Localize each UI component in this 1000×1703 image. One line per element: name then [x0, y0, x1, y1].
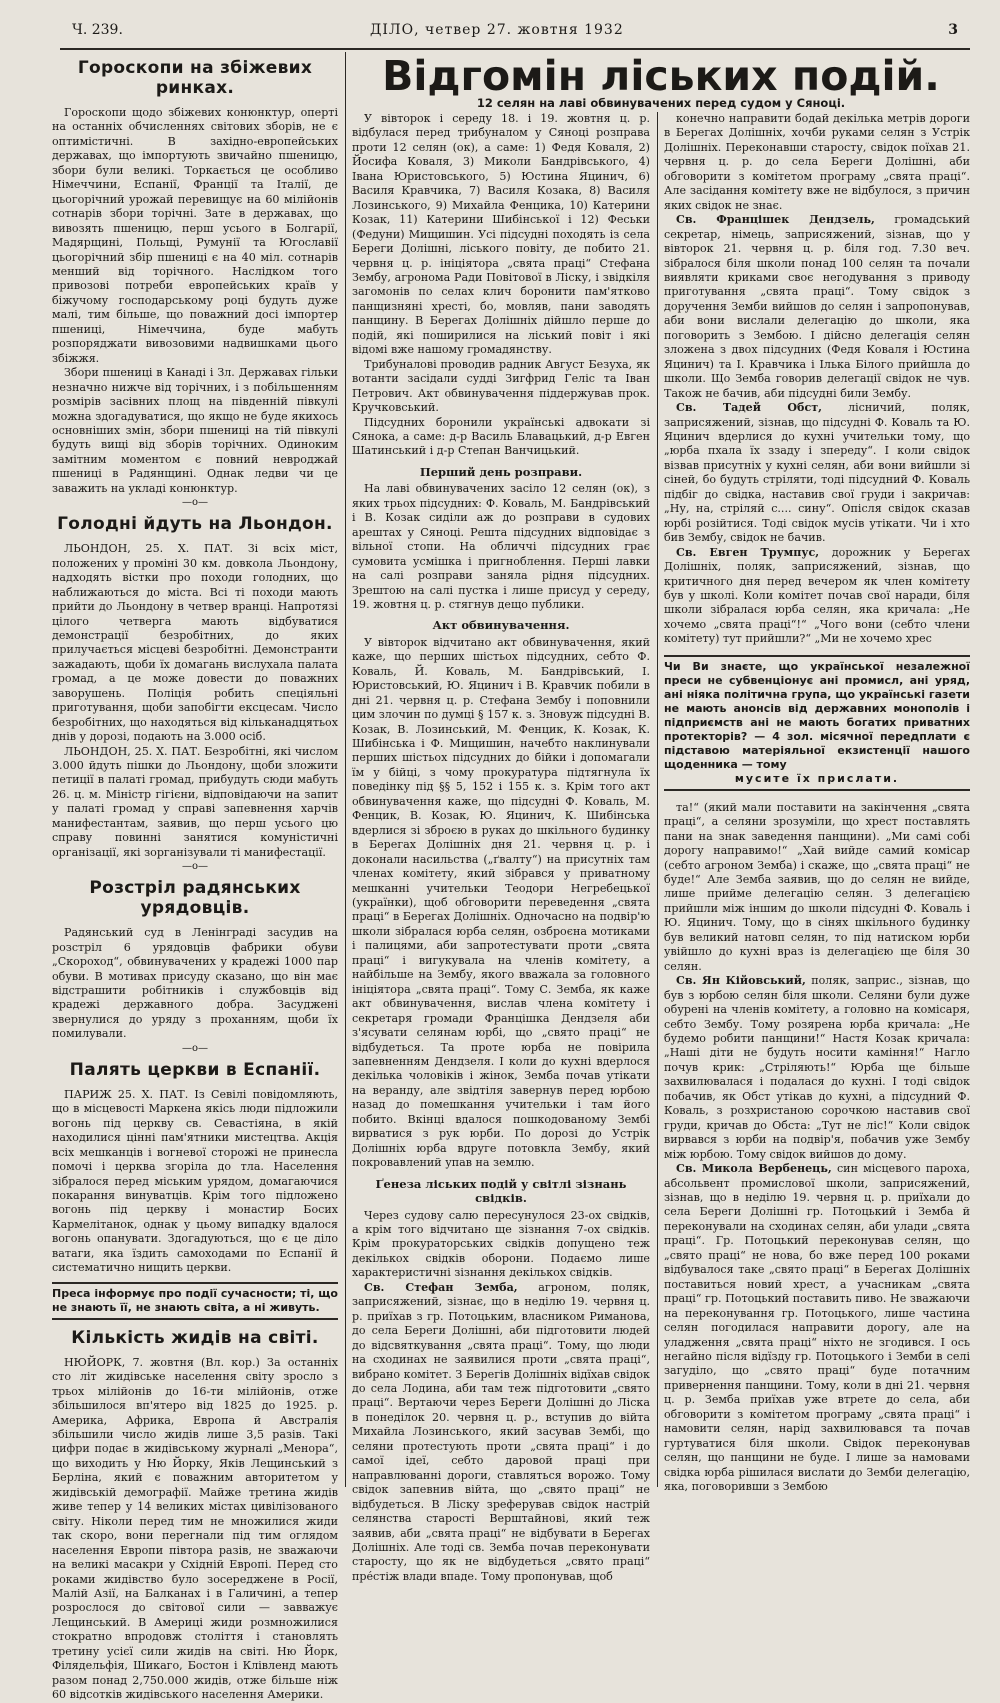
section-heading: Ґенеза ліських подій у світлі зізнань свідків.: [375, 1176, 627, 1206]
witness-name: Св. Стефан Земба,: [364, 1280, 518, 1294]
separator: —o—: [181, 1042, 209, 1054]
main-subtitle: 12 селян на лаві обвинувачених перед судом у Сяноці.: [476, 96, 846, 110]
article-paragraph: конечно направити бодай декілька метрів дороги в Берегах Долішніх, хочби руками селян з Устрік Долішніх. Переконавши старосту, свідок поїхав 21. червня ц. р. до села Береги Долішні, аби обговорити з комітетом програму „свята праці“. Але засідання комітету вже не відбулося, з причин яких свідок не знає.: [664, 112, 970, 212]
article-paragraph: Через судову салю пересунулося 23-ох свідків, а крім того відчитано ще зізнання 7-ох свідків. Крім прокураторських свідків допущено теж декількох свідків оборони. Подаємо лише характеристичні зізнання декількох свідків.: [352, 1208, 650, 1280]
article-paragraph: ЛЬОНДОН, 25. Х. ПАТ. Зі всіх міст, положених у проміні 30 км. довкола Льондону, надходять вістки про походи голодних, що наближаються до міста. Всі ті походи мають прийти до Льондону в четвер вранці. Напротязі цілого четверга мають відбуватися демонстрації безробітних, до яких прилучається місцеві безробітні. Демонстранти зажадають, щоби їх домагань вислухала палата громад, а це може довести до поважних заворушень. Поліція робить спеціяльні приготування, щоби запобігти ексцесам. Число безробітних, що находяться від кільканадцятьох днів у дорозі, подають на 3.000 осіб.: [52, 542, 338, 744]
article-title-hunger-march: Голодні йдуть на Льондон.: [57, 514, 333, 535]
witness-paragraph: Св. Стефан Земба, агроном, поляк, заприсяжений, зізнає, що в неділю 19. червня ц. р. приїхав з гр. Потоцьким, власником Риманова, до села Береги Долішні, аби підготовити людей до відсвяткування „свята праці“. Тому, що люди на сходинах не заявилися проти „свята праці“, вибрано комітет. З Берегів Долішніх відїхав свідок до села Лодина, аби там теж підготовити „свято праці“. Вертаючи через Береги Долішні до Ліска в понеділок 20. червня ц. р., вступив до війта Михайла Лозинського, який засував Зембі, що селяни протестують проти „свята праці“ і до самої ідеї, себто даровой праці при направлюванні дороги, ставляться ворожо. Тому свідок запевнив війта, що „свято праці“ не відбудеться. В Ліску зреферував свідок настрій селянства старості Верштайновi, який теж заявив, аби „свята праці“ не відбувати в Берегах Долішніх. Але тоді св. Земба почав переконувати старосту, що як не відбудеться „свято праці“ пре́стіж влади впаде. Тому пропонував, щоб: [352, 1280, 650, 1583]
witness-name: Св. Евген Трумпус,: [676, 545, 820, 559]
section-heading: Перший день розправи.: [419, 464, 583, 479]
article-paragraph: ПАРИЖ 25. Х. ПАТ. Із Севілі повідомляють, що в місцевості Маркена якісь люди підложили вогонь під церкву св. Севастіяна, в якій находилися цінні пам'ятники мистецтва. Акція всіх мешканців і вогневої сторожі не принесла помочі і церква згоріла до тла. Населення зібралося перед міським урядом, домагаючися покарання винуватців. Крім того підложено вогонь під церкву і монастир Босих Кармелітанок, однак у цьому випадку вдалося вогонь опанувати. Здогадуються, що є це діло ватаги, яка їздить самоходами по Еспанії й систематично нищить церкви.: [52, 1087, 338, 1275]
article-paragraph: Підсудних боронили українські адвокати зі Сянока, а саме: д-р Василь Блавацький, д-р Евген Шатинський і д-р Степан Ванчицький.: [352, 415, 650, 458]
subscription-appeal-tail: мусите їх прислати.: [734, 771, 900, 785]
separator: —o—: [181, 497, 209, 509]
witness-name: Св. Микола Вербенець,: [676, 1162, 832, 1176]
witness-paragraph: Св. Францішек Дендзель, громадський секретар, німець, заприсяжений, зізнав, що у вівторок 21. червня ц. р. біля год. 7.30 веч. зібралося біля школи понад 100 селян та почали виявляти криками своє негодування з приводу приготування „свята праці“. Тому свідок з доручення Земби вийшов до селян і запропонував, аби вони вислали делегацію до школи, яка поговорить з Зембою. І дійсно делегація селян зложена з двох підсудних (Федя Коваля і Юстина Яцинич) та І. Кравчика і Ілька Білого прийшла до школи. Що Земба говорив делегації свідок не чув. Також не бачив, аби підсудні били Зембу.: [664, 213, 971, 400]
column-3: [664, 112, 971, 1494]
section-heading: Акт обвинувачення.: [432, 618, 570, 633]
press-notice-box: Преса інформує про події сучасности; ті, що не знають її, не знають світа, а ні живуть.: [52, 1282, 338, 1320]
issue-number: Ч. 239.: [72, 22, 123, 38]
article-paragraph: На лаві обвинувачених засіло 12 селян (ок), з яких трьох підсудних: Ф. Коваль, М. Бандрівський і В. Козак сиділи аж до розправи в судових арештах у Сяноці. Решта підсудних відповідає з вільної стопи. На обличчі підсудних грає сумовита усмішка і пригноблення. Перші лавки на салі розправи заняла рідня підсудних. Зрештою на салі пустка і лише присуд у середу, 19. жовтня ц. р. стягнув дещо публики.: [352, 482, 650, 611]
page-number: 3: [948, 22, 958, 38]
column-rule-2: [657, 112, 658, 1487]
witness-name: Св. Ян Кійовський,: [676, 974, 806, 988]
witness-paragraph: Св. Ян Кійовський, поляк, заприс., зізнав, що був з юрбою селян біля школи. Селяни були дуже обурені на членів комітету, а головно на комісаря, себто Зембу. Тому розярена юрба кричала: „Не будемо робити панщини!“ Настя Козак кричала: „Наші діти не будуть носити каміння!“ Нагло почув крик: „Стріляють!“ Юрба ще більше захвилювалася і подалася до кухні. І тоді свідок побачив, як Обст утікав до кухні, а підсудний Ф. Коваль, з розхристаною сорочкою наставив свої груди, кричав до Обста: „Тут не ліс!“ Коли свідок вирвався з юрби на подвір'я, побачив уже Зембу між юрбою. Тому свідок вийшов до дому.: [664, 974, 970, 1161]
article-paragraph: У вівторок відчитано акт обвинувачення, який каже, що перших шістьох підсудних, себто Ф. Коваль, Й. Коваль, М. Бандрівський, І. Юристовський, Ю. Яцинич і В. Кравчик побили в дні 21. червня ц. р. Стефана Зембу і поповнили цим злочин по думці § 157 к. з. Зновуж підсудні В. Козак, В. Лозинський, М. Фенцик, К. Козак, К. Шибінська і Ф. Мищишин, начебто наклинували перших шістьох підсудних до бійки і допомагали їм у бійці, з чому прокуратура підтягнула їх поведінку під §§ 5, 152 і 155 к. з. Крім того акт обвинувачення каже, що підсудні Ф. Коваль, М. Фенцик, В. Козак, Ю. Яцинич, К. Шибінська вдерлися зі зброєю в руках до шкільного будинку в Берегах Долішніх дня 21. червня ц. р. і доконали насильства („ґвалту“) на присутніх там членах комітету, який зібрався у приватному мешканні учительки Теодори Негребецької (українки), щоб обговорити переведення „свята праці“ в Берегах Долішніх. Одночасно на подвір'ю школи зібралася юрба селян, озброєна мотиками і палицями, аби запротестувати проти „свята праці“ і вигукувала на членів комітету, а найбільше на Зембу, якого вважала за головного ініціятора „свята праці“. Тому С. Земба, як каже акт обвинувачення, вислав члена комітету і секретаря громади Францішка Дендзеля аби з'ясувати селянам юрбі, що „свято праці“ не відбудеться. Та проте юрба не повірила запевненням Дендзеля. І коли до кухні вдерлося декілька чоловіків і жінок, Земба почав утікати на веранду, але звідтіля завернув перед юрбою назад до помешкання учительки і там його побито. Вкінці вдалося пошкодованому Зембі вирватися з рук юрби. По дорозі до Устрік Долішніх юрба вдруге потовкла Зембу, який покровавлений упав на землю.: [352, 635, 651, 1170]
separator: —o—: [181, 861, 209, 873]
column-1: [52, 52, 338, 1702]
article-paragraph: Збори пшениці в Канаді і Зл. Державах гільки незначно нижче від торічних, і з побільшенням розмірів засівних площ на південній півкулі можна здогадуватися, що якщо не буде якихось основніших змін, збори пшениці на тій півкулі будуть вищі від зборів торічних. Одиноким замітним моментом є повний невроджай пшениці в Радянщині. Однак ледви чи це заважить на укладі конюнктур.: [52, 366, 338, 495]
article-title-execution: Розстріл радянських урядовців.: [89, 878, 301, 919]
main-headline: Відгомін ліських подій.: [382, 52, 940, 100]
article-paragraph: У вівторок і середу 18. і 19. жовтня ц. р. відбулася перед трибуналом у Сяноці розправа проти 12 селян (ок), а саме: 1) Федя Коваля, 2) Йосифа Коваля, 3) Миколи Бандрівського, 4) Івана Юристовського, 5) Юстина Яцинич, 6) Василя Кравчика, 7) Василя Козака, 8) Василя Лозинського, 9) Михайла Фенцика, 10) Катерини Козак, 11) Катерини Шибінської і 12) Феськи (Федуни) Мищишин. Усі підсудні походять із села Береги Долішні, ліського повіту, де побито 21. червня ц. р. ініціятора „свята праці“ Стефана Зембу, агронома Ради Повітової в Ліску, і звідкіля загомонів по селах клич боронити пам'ятково панщизняні хресті, бо, мовляв, пани заводять панщину. В Берегах Долішніх дійшло перше до подій, які поширилися на ліський повіт і які відомі вже нашому громадянству.: [352, 112, 650, 357]
masthead: [60, 18, 970, 50]
column-rule-1: [345, 52, 346, 1487]
article-paragraph: НЮЙОРК, 7. жовтня (Вл. кор.) За останніх сто літ жидівське населення світу зросло з трьох мілійонів до 16-ти мілійонів, отже збільшилося вп'ятеро від 1825 до 1925. р. Америка, Африка, Европа й Австралія збільшили число жидів лише 3,5 разів. Такі цифри подає в жидівському журналі „Менора“, що виходить у Ню Йорку, Яків Лещинський з Берліна, який є поважним авторитетом у жидівській демографії. Майже третина жидів живе тепер у 14 великих містах цивілізованого світу. Ніколи перед тим не множилися жиди так скоро, вони перегнали під тим оглядом населення Европи півтора разів, не зважаючи на великі масакри у Східній Европі. Перед сто роками жидівство було зосереджене в Росії, Малій Азії, на Балканах і в Галичині, а тепер розрослося до світової сили — завважує Лещинський. В Америці жиди розмножилися стократно впродовж століття і становлять третину усієї сили жидів на світі. Ню Йорк, Філядельфія, Шикаго, Бостон і Клівленд мають разом понад 2,750.000 жидів, отже більше ніж 60 відсотків жидівського населення Америки.: [52, 1355, 338, 1702]
witness-paragraph: Св. Евген Трумпус, дорожник у Берегах Долішніх, поляк, заприсяжений, зізнав, що критичного дня перед вечером як член комітету був у школі. Коли комітет почав свої наради, біля школи зібралася юрба селян, яка кричала: „Не хочемо „свята праці“!“ „Чого вони (себто члени комітету) тут прийшли?“ „Ми не хочемо хрес: [664, 545, 970, 646]
article-title-churches-spain: Палять церкви в Еспанії.: [69, 1059, 321, 1080]
article-paragraph: Радянський суд в Ленінграді засудив на розстріл 6 урядовців фабрики обуви „Скороход“, обвинувачених у крадежі 1000 пар обуви. В мотивах присуду сказано, що він має відстрашити робітників і службовців від крадежі державного добра. Засуджені звернулися до уряду з проханням, щоби їх помилували.: [52, 926, 338, 1041]
column-2: [352, 112, 651, 1583]
witness-name: Св. Тадей Обст,: [676, 401, 822, 415]
article-paragraph: Трибуналові проводив радник Август Безуха, як вотанти засідали судді Зигфрид Геліс та Іван Петрович. Акт обвинувачення піддержував прок. Кручковський.: [352, 357, 650, 415]
masthead-title: ДІЛО, четвер 27. жовтня 1932: [370, 22, 624, 38]
article-paragraph: ЛЬОНДОН, 25. Х. ПАТ. Безробітні, які числом 3.000 йдуть пішки до Льондону, щоби зложити петиції в палаті громад, прибудуть сюди мабуть 26. ц. м. Міністр гігієни, відповідаючи на запит у палаті громад у справі запевнення харчів манифестантам, заявив, що перш усього цю справу повинні занятися комуністичні організації, які зорганізували ті манифестації.: [52, 744, 338, 859]
article-paragraph: та!“ (який мали поставити на закінчення „свята праці“, а селяни зрозуміли, що хрест поставлять пани на знак заведення панщини). „Ми самі собі дорогу направимо!“ „Хай вийде самий комісар (себто агроном Земба) і скаже, що „свята праці“ не буде!“ Але Земба заявив, що до селян не вийде, лише прийме делегацію селян. З делегацією прийшли між іншим до школи підсудні Ф. Коваль і Ю. Яцинич. Тому, що в сінях шкільного будинку був великий натовп селян, то під натиском юрби увійшло до кухні враз із делегацією ще біля 30 селян.: [664, 800, 970, 973]
witness-paragraph: Св. Микола Вербенець, син місцевого пароха, абсольвент промислової школи, заприсяжений, зізнав, що в неділю 19. червня ц. р. приїхали до села Береги Долішні гр. Потоцький і Земба й переконували на сходинах селян, аби улади „свята праці“. Гр. Потоцький переконував селян, що „свято праці“ не нова, бо вже перед 100 роками відбувалося таке „свято праці“ в Берегах Долішніх поставиться новий хрест, а учасникам „свята праці“ гр. Потоцький поставить пиво. Не зважаючи на переконування гр. Потоцького, лише частина селян погодилася направити дорогу, але на уладження „свята праці“ ніхто не згодився. І ось негайно після відїзду гр. Потоцького і Земби в селі загудiло, що „свято праці“ буде потачним привернення панщини. Тому, коли в дні 21. червня ц. р. Земба приїхав уже втрете до села, аби обговорити з комітетом програму „свята праці“ і намовити селян, нарід захвилювався та почав гуртуватися біля школи. Свідок переконував селян, що панщини не буде. І лише за намовами свідка юрба рішилася вислати до Земби делегацію, яка, поговоривши з Зембою: [664, 1162, 971, 1494]
witness-name: Св. Францішек Дендзель,: [676, 213, 875, 227]
article-paragraph: Гороскопи щодо збіжевих конюнктур, оперті на останніх обчисленнях світових зборів, не є оптимістичні. В західно-европейських державах, що імпортують звичайно пшеницю, збори були великі. Торкається це особливо Німеччини, Еспанії, Франції та Італії, де цьогорічний урожай перевищує на 60 мілійонів сотнарів збори торічні. Зате в державах, що вивозять пшеницю, перш усього в Болгарії, Мадярщині, Польщі, Румунії та Югославії цьогорічний збір пшениці є на 40 міл. сотнарів менший від торічного. Наслідком того привозові потреби европейських країв у біжучому господарському році будуть дуже малі, тим більше, що поважний досі імпортер пшениці, Німеччина, буде мабуть розпоряджати вивозовими надвишками цього збіжжя.: [52, 106, 338, 365]
witness-paragraph: Св. Тадей Обст, лісничий, поляк, заприсяжений, зізнав, що підсудні Ф. Коваль та Ю. Яцинич вдерлися до кухні учительки тому, що „юрба пхала їх ззаду і зпереду“. І коли свідок візвав присутніх у кухні селян, аби вони вийшли зі сіней, бо будуть стріляти, тоді підсудний Ф. Коваль підбіг до свідка, наставив свої груди і закричав: „Ну, на, стріляй с.... сину“. Опісля свідок сказав юрбі розійтися. Тоді свідок мусів утікати. Чи і хто бив Зембу, свідок не бачив.: [664, 401, 970, 545]
subscription-appeal-box: Чи Ви знаєте, що української незалежної преси не субвенціонує ані промисл, ані уряд, ані ніяка політична група, що українські газети не мають анонсів від державних монополів і підприємств ані не мають богатих приватних протекторів? — 4 зол. місячної передплати є підставою матеріяльної екзистенції нашого щоденника — тому мусите їх прислати.: [664, 655, 970, 791]
article-title-horoscopes: Гороскопи на збіжевих ринках.: [77, 58, 313, 98]
article-title-jewish-population: Кількість жидів на світі.: [71, 1327, 319, 1348]
